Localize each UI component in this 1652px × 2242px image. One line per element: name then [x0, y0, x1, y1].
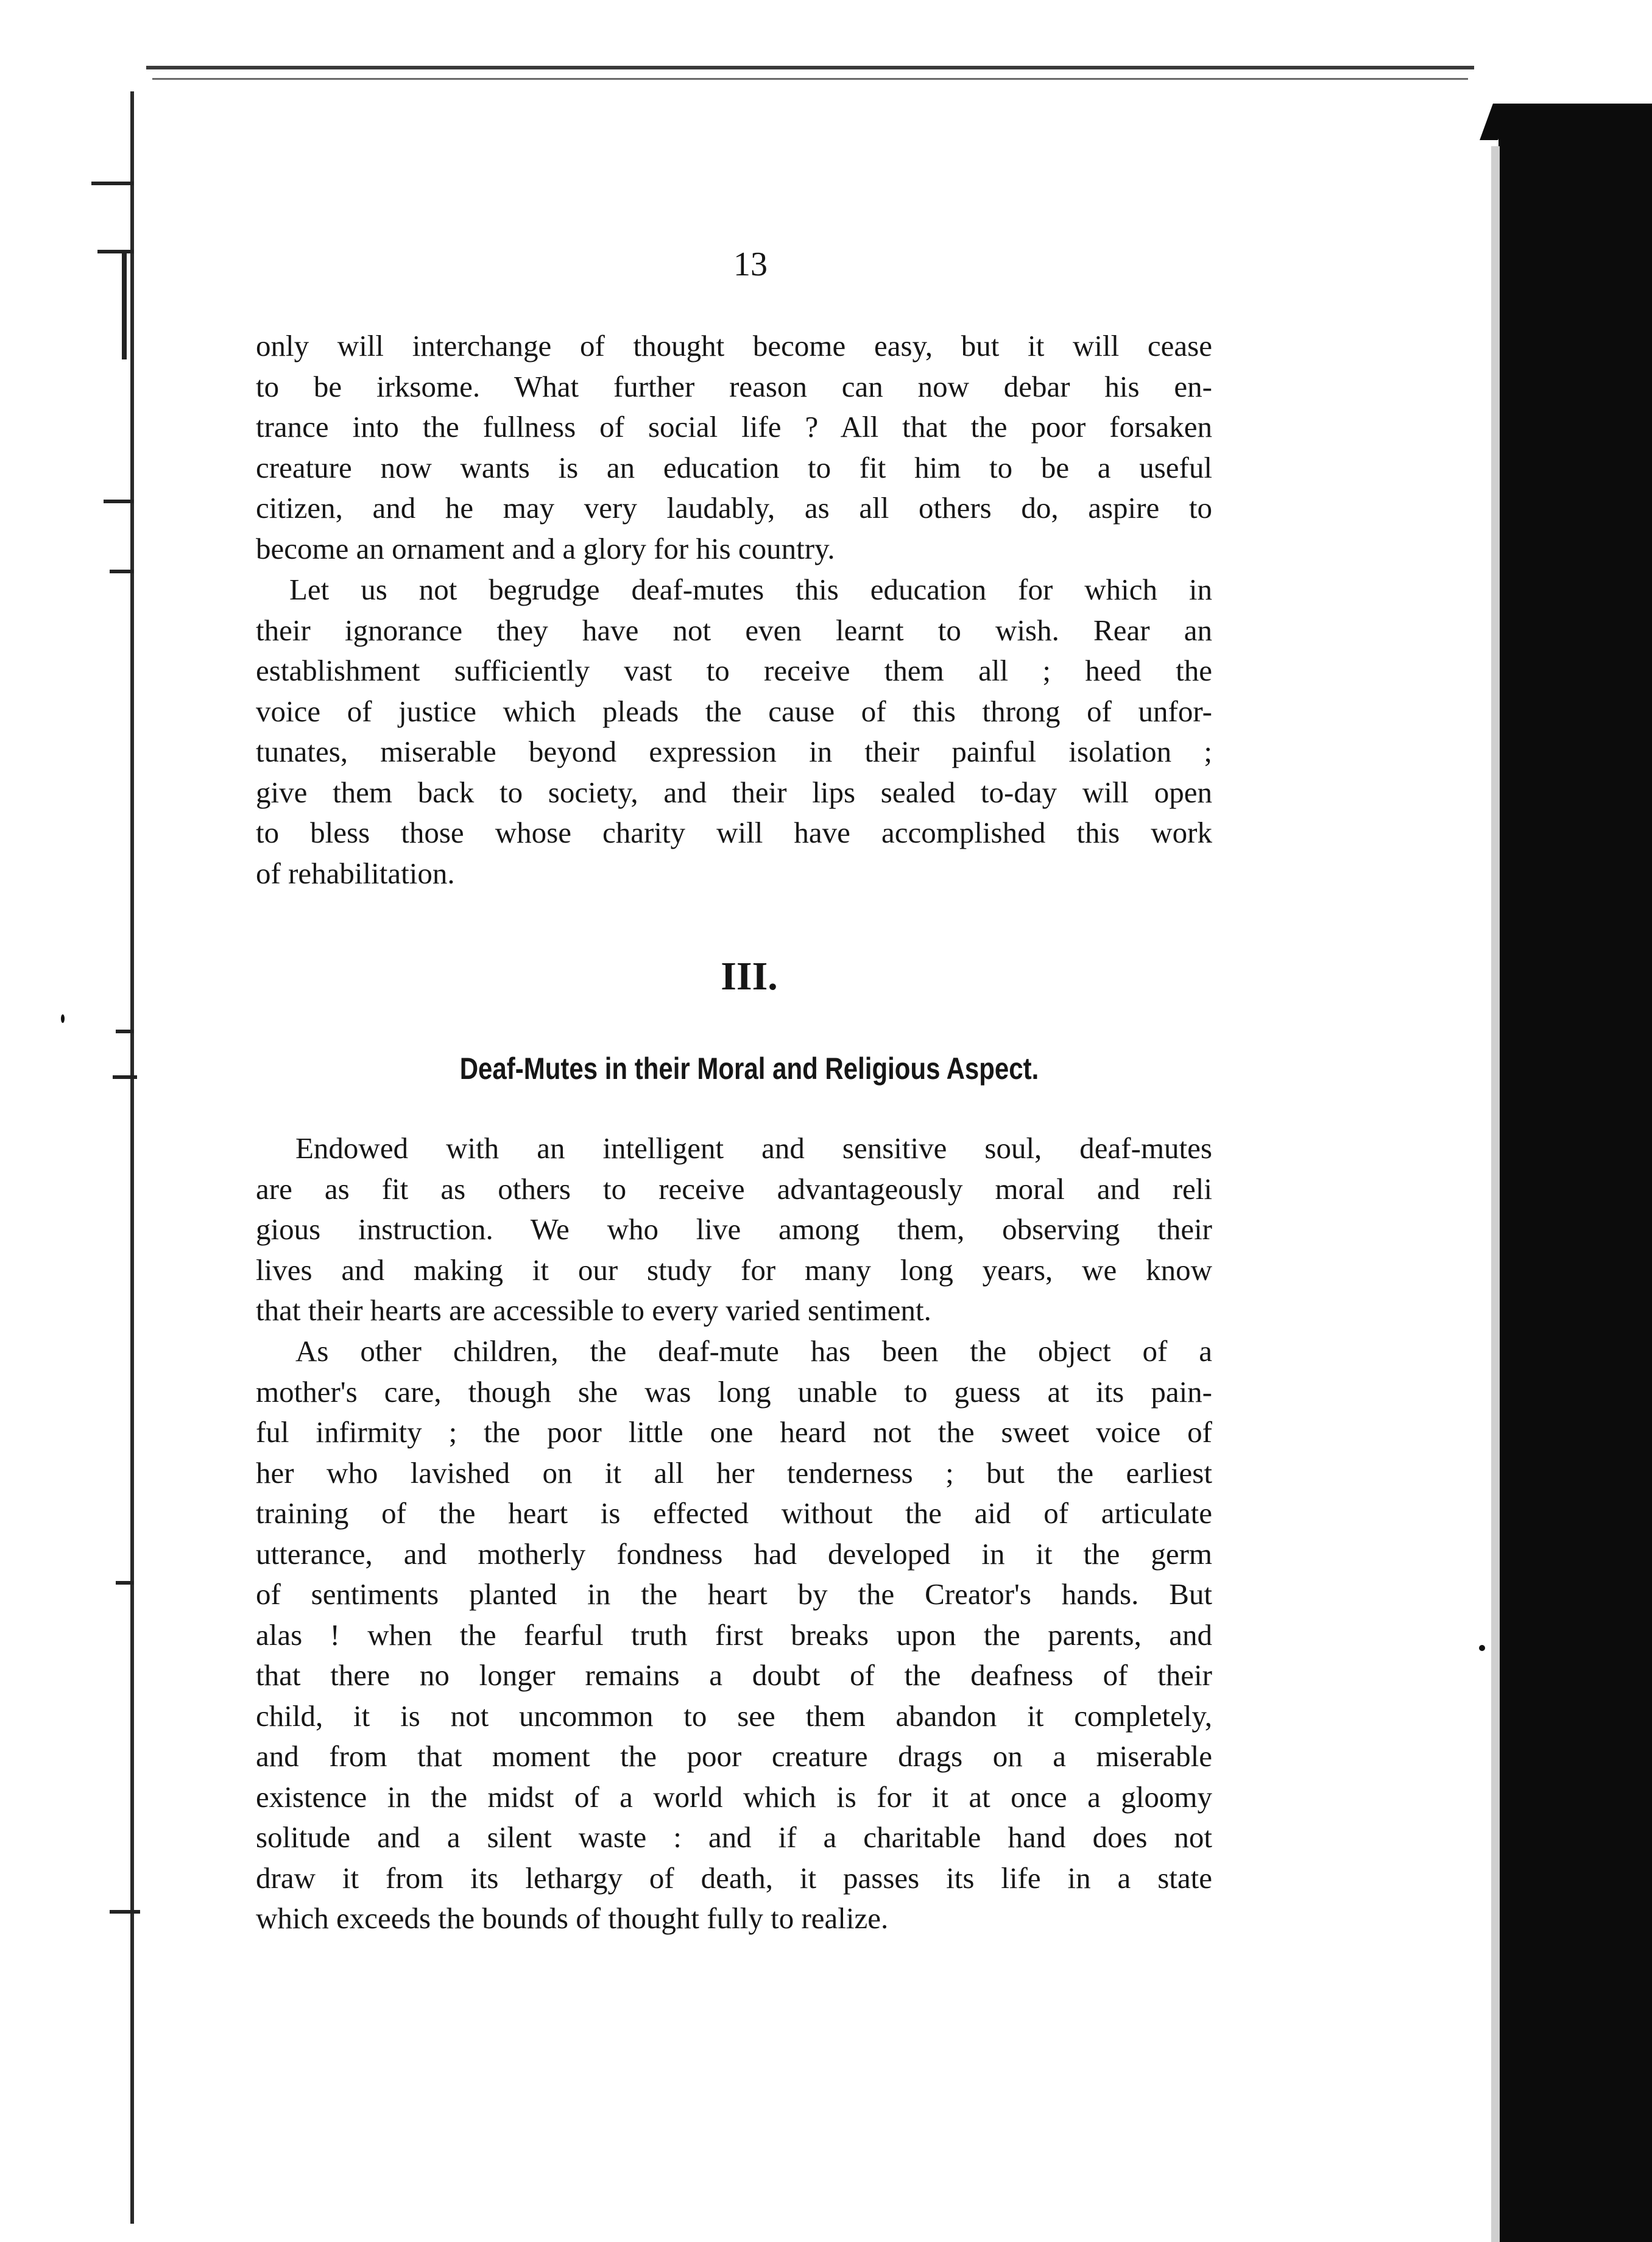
- text-line: voice of justice which pleads the cause of this throng of unfor-: [256, 694, 1212, 728]
- text-line: to be irksome. What further reason can now debar his en-: [256, 369, 1212, 403]
- text-line: alas ! when the fearful truth first breaks upon the parents, and: [256, 1618, 1212, 1652]
- text-line: ful infirmity ; the poor little one heard not the sweet voice of: [256, 1415, 1212, 1449]
- text-line: child, it is not uncommon to see them abandon it completely,: [256, 1699, 1212, 1733]
- text-line: training of the heart is effected without the aid of articulate: [256, 1496, 1212, 1530]
- text-line: tunates, miserable beyond expression in their painful isolation ;: [256, 735, 1212, 768]
- binding-edge: [0, 0, 140, 2242]
- text-line: lives and making it our study for many long years, we know: [256, 1253, 1212, 1287]
- text-line: trance into the fullness of social life ? All that the poor forsaken: [256, 410, 1212, 444]
- text-line: utterance, and motherly fondness had developed in it the germ: [256, 1537, 1212, 1571]
- text-line: only will interchange of thought become easy, but it will cease: [256, 329, 1212, 362]
- page-top-edge-inner: [152, 78, 1468, 80]
- text-line: become an ornament and a glory for his country.: [256, 531, 835, 565]
- ink-speck: [1479, 1645, 1485, 1651]
- text-line: of rehabilitation.: [256, 856, 455, 890]
- text-line: and from that moment the poor creature drags on a miserable: [256, 1739, 1212, 1773]
- paragraph-2: [256, 570, 1212, 894]
- stitch-mark: [113, 1075, 137, 1079]
- text-line: her who lavished on it all her tenderness ; but the earliest: [256, 1455, 1212, 1490]
- page-number: 13: [733, 246, 768, 283]
- text-line: that there no longer remains a doubt of the deafness of their: [256, 1658, 1212, 1692]
- text-line: to bless those whose charity will have accomplished this work: [256, 816, 1212, 849]
- ink-speck: [61, 1014, 65, 1023]
- stitch-mark: [116, 1030, 134, 1033]
- stitch-mark: [110, 570, 134, 573]
- text-line: give them back to society, and their lips sealed to-day will open: [256, 775, 1212, 809]
- paragraph-3: [256, 1128, 1212, 1331]
- text-line: are as fit as others to receive advantageously moral and reli: [256, 1172, 1212, 1206]
- text-line: which exceeds the bounds of thought fully to realize.: [256, 1901, 889, 1935]
- text-line: Let us not begrudge deaf-mutes this education for which in: [289, 573, 1212, 606]
- stitch-mark: [110, 1910, 140, 1914]
- section-numeral: III.: [721, 954, 778, 999]
- section-heading: Deaf-Mutes in their Moral and Religious Aspect.: [459, 1052, 1039, 1086]
- text-line: citizen, and he may very laudably, as all others do, aspire to: [256, 491, 1212, 525]
- text-line: solitude and a silent waste : and if a charitable hand does not: [256, 1820, 1212, 1854]
- text-line: Endowed with an intelligent and sensitive soul, deaf-mutes: [295, 1131, 1212, 1165]
- text-line: their ignorance they have not even learnt to wish. Rear an: [256, 613, 1212, 647]
- stitch-mark: [97, 250, 134, 253]
- stitch-mark: [122, 250, 127, 359]
- stitch-mark: [104, 500, 134, 503]
- scan-border-right: [1498, 104, 1652, 2242]
- text-line: gious instruction. We who live among them, observing their: [256, 1212, 1212, 1246]
- text-line: creature now wants is an education to fit him to be a useful: [256, 450, 1212, 484]
- paragraph-4: [256, 1331, 1212, 1939]
- paragraph-1: [256, 326, 1212, 569]
- text-line: mother's care, though she was long unable to guess at its pain-: [256, 1374, 1212, 1409]
- text-line: of sentiments planted in the heart by the Creator's hands. But: [256, 1577, 1212, 1611]
- text-line: draw it from its lethargy of death, it passes its life in a state: [256, 1861, 1212, 1895]
- stitch-mark: [91, 182, 134, 185]
- binding-stitch-line: [130, 91, 134, 2224]
- text-line: As other children, the deaf-mute has been the object of a: [295, 1334, 1212, 1368]
- text-line: existence in the midst of a world which is for it at once a gloomy: [256, 1780, 1212, 1814]
- page-top-edge: [146, 66, 1474, 69]
- stitch-mark: [116, 1581, 134, 1585]
- text-line: establishment sufficiently vast to receive them all ; heed the: [256, 654, 1212, 687]
- page-right-shadow: [1491, 146, 1500, 2242]
- text-line: that their hearts are accessible to every varied sentiment.: [256, 1293, 931, 1327]
